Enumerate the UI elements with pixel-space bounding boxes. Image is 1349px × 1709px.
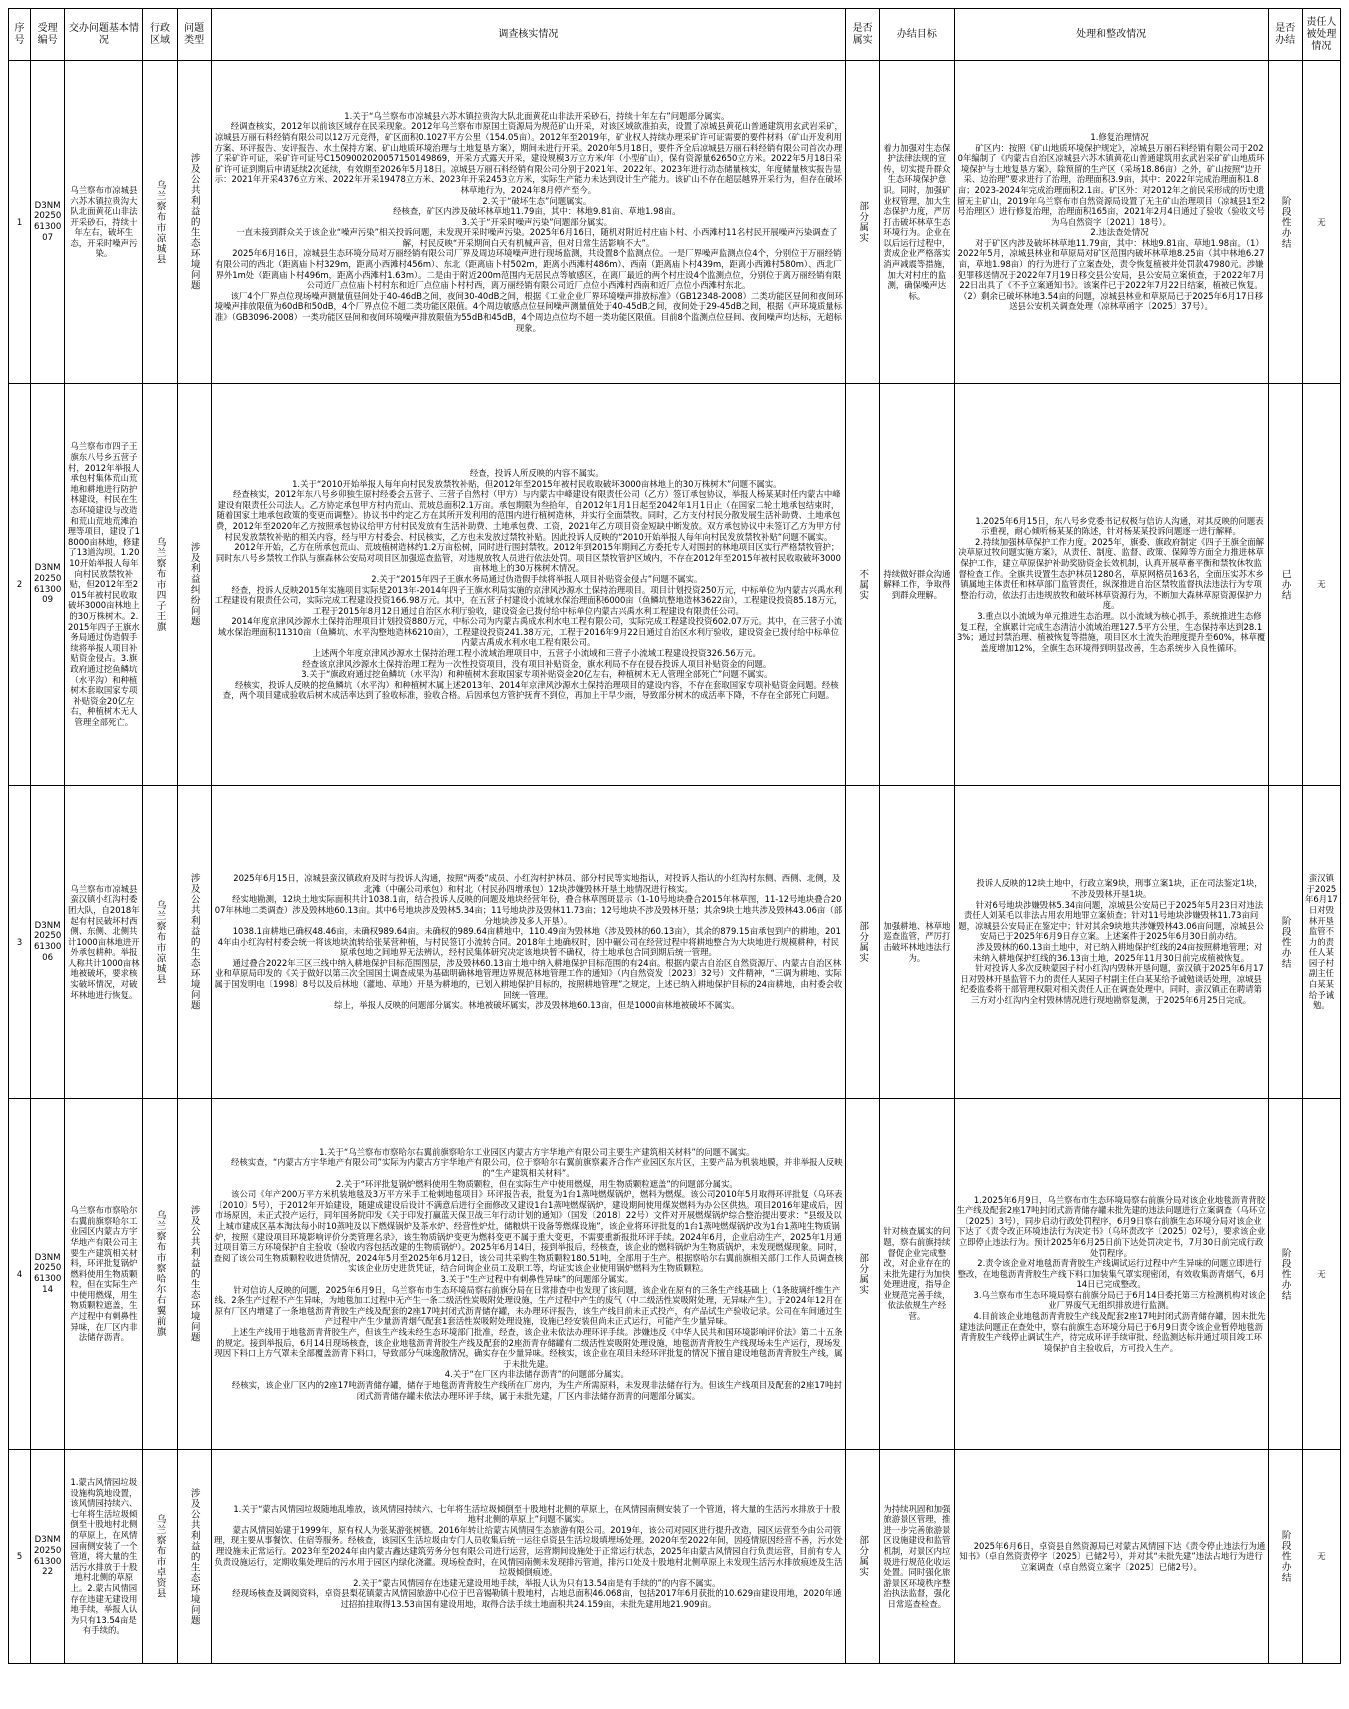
- row-goal: 加强耕地、林草地巡查监管，严厉打击破坏林地违法行为。: [880, 786, 954, 1099]
- investigation-paragraph: 4.关于“在厂区内非法储存沥青”的问题部分属实。: [444, 1369, 629, 1380]
- row-code: [31, 384, 65, 786]
- row-seq: 3: [9, 786, 31, 1099]
- investigation-paragraph: 2012年开始，乙方在所承包荒山、荒坡植树造林约1.2万亩松树，同时进行围封禁牧。2012年到2015年期间乙方委托专人对围封的林地项目区实行严格禁牧管护；同时东八号乡禁牧工作队与旗森林公安局对项目区加强巡查监管，对违规放牧人员进行依法处罚。项目区禁牧管护区域内，不存在2012年至2015年被村民收取破坏3000亩林地上的30万株树木情况。: [215, 542, 841, 574]
- row-investigation: [211, 1450, 845, 1664]
- row-type-text: 涉及公共利益的生态环境问题: [188, 1487, 200, 1626]
- investigation-paragraph: 针对信访人反映的问题，2025年6月9日，乌兰察布市生态环境局察右前旗分局在日常排查中也发现了该问题，该企业在原有的三条生产线基础上（1条玻璃纤维生产线、2条生产过程不产生异味，为地毯加工过程中无产生一条二级活性炭吸附处理设施，生产过程中产生的废气（中二级活性炭吸附处理，无异味产生）。于2024年12月在原有厂区内增建了一条地毯沥青背胶生产线及配套的2座17吨封闭式沥青储存罐，未办理环评报告，该生产线目前未正式投产，有产品试生产验收记录。公司在车间通过生产过程中产生少量沥青烟气配套1套活性炭吸附处理设施，设施已经安装但尚未正式运行，可能产生少量异味。: [214, 1284, 843, 1327]
- investigation-paragraph: 3.关于“开采时噪声污染”问题部分属实。: [461, 216, 613, 227]
- row-responsible: 无: [1302, 1450, 1340, 1664]
- handling-paragraph: 2.持续加强林草保护工作力度。2025年，旗委、旗政府制定《四子王旗全面解决草原过牧问题实施方案》，从责任、制度、监督、政策、保障等方面全力推进林草保护工作，建立草原保护补助奖励资金长效机制，认真开展草畜平衡和禁牧休牧监督检查工作。全旗共设置生态护林员1280名，草原网格员163名，全面压实苏木乡镇属地主体责任和林草部门监管责任，纵深推进自治区禁牧监督执法违法行为专项整治行动，依法打击违规放牧和破坏林草资源行为，不断加大森林草原资源保护力度。: [958, 536, 1264, 611]
- complaint-table: [8, 8, 1341, 1664]
- row-seq: 4: [9, 1099, 31, 1450]
- table-header-row: [9, 9, 1341, 61]
- investigation-paragraph: 经实地勘测，12块土地实际面积共计1038.1亩，结合投诉人反映的问题及地块经营年份，叠合林草图斑显示（1-10号地块叠合2015年林草图，11-12号地块叠合2007年林地二类调查）涉及毁林地60.13亩。其中6号地块涉及毁林5.34亩；11号地块涉及毁林11.73亩；12号地块不涉及毁林开垦；其余9块土地共涉及毁林43.06亩（部分地块涉及多人开垦）。: [214, 894, 843, 926]
- handling-paragraph: 对于矿区内涉及破坏林草地11.79亩，其中：林地9.81亩、草地1.98亩。（1）2022年5月，凉城县林业和草原局对矿区范围内破坏林草地8.25亩（其中林地6.27亩，草地1.98亩）的行为进行了立案查处，责令恢复植被并处罚款47980元。涉嫌犯罪移送情况于2022年7月19日移交县公安局，县公安局立案侦查，于2022年7月22日出具了《不予立案通知书》。该案件已于2022年7月22日结案，植被已恢复。（2）剩余已破坏林地3.54亩的问题，凉城县林业和草原局已于2025年6月17日移送县公安机关调查处理（凉林草函字〔2025〕37号）。: [957, 237, 1265, 312]
- header-summary: 交办问题基本情况: [65, 9, 143, 61]
- row-region: [143, 1099, 177, 1450]
- row-seq: 2: [9, 384, 31, 786]
- row-investigation: [211, 61, 845, 384]
- row-seq: 5: [9, 1450, 31, 1664]
- row-code-text: D3NM202506130007: [33, 200, 62, 243]
- row-code: [31, 1450, 65, 1664]
- investigation-paragraph: 2025年6月16日，凉城县生态环境分局对万丽经销有限公司厂界及周边环境噪声进行现场监测，共设置8个监测点位。一是厂界噪声监测点位4个，分别位于万丽经销有限公司的西北（距离庙卜村329m，距离小西滩村456m）、东北（距离庙卜村502m，距离小西滩村486m）、西南（距离庙卜村439m，距离小西滩村580m）、西北厂界外1m处（距离庙卜村496m，距离小西滩村1.63m）。二是由于附近200m范围内无居民点等敏感区，在离厂最近的两个村庄设4个监测点位，分别位于离万丽经销有限公司近厂点位庙卜村村东和近厂点位庙卜村村西，离万丽经销有限公司近厂点位小西滩村西南和近厂点位小西滩村东北。: [215, 248, 842, 291]
- header-type: 问题类型: [177, 9, 211, 61]
- row-responsible: 无: [1302, 61, 1340, 384]
- header-investigation: 调查核实情况: [211, 9, 845, 61]
- row-verified: [846, 384, 880, 786]
- row-responsible: 无: [1302, 384, 1340, 786]
- row-verified: [846, 1099, 880, 1450]
- row-code: [31, 786, 65, 1099]
- row-verified: [846, 1450, 880, 1664]
- row-responsible: 蛮汉镇于2025年6月17日对毁林开垦监管不力的责任人某园子村副主任白某某给予诫勉。: [1302, 786, 1340, 1099]
- row-goal: 针对核查属实的问题，察右前旗持续督促企业完成整改，对企业存在的未批先建行为加快处理进度，指导企业规范完善手续，依法依规生产经营。: [880, 1099, 954, 1450]
- row-goal: 为持续巩固和加强旅游景区管理，推进一步完善旅游景区设施建设和监管机制，对景区内垃圾进行规范化收运处置。同时强化旅游景区环境秩序整治执法监督，强化日常巡查检查。: [880, 1450, 954, 1664]
- row-code-text: D3NM202506130014: [33, 1252, 62, 1295]
- table-row: [9, 1450, 1341, 1664]
- investigation-paragraph: 经查核实，2012年东八号乡卯独生原村经委会五营子、三营子自然村（甲方）与内蒙古中峰建设有限责任公司（乙方）签订承包协议，举报人杨某某时任内蒙古中峰建设有限责任公司法人。乙方协定承包甲方村内荒山、荒坡总面积2.1万亩。承包期限为叁拾年，自2012年1月1日起至2042年1月1日止（在国家二轮土地承包结束时，随着国家土地承包政策的变更而调整）。协议书中约定乙方在其所开发利用的范围内进行植树造林，并实行全面禁牧。同时，乙方支付村民分散发展生活补助费、土地承包费，2012年至2020年乙方按照承包协议给甲方付村民发放有生活补助费、土地承包费、工资，2021年乙方项目资金短缺中断发放。双方承包协议中未签订乙方为甲方付村民发放禁牧补贴的相关内容，经与甲方村委会、村民核实，乙方也未发放过禁牧补贴。因此投诉人反映的“2010开始举报人每年向村民发放禁牧补贴”问题不属实。: [215, 489, 841, 542]
- row-code-text: D3NM202506130006: [33, 920, 62, 963]
- row-verified: [846, 786, 880, 1099]
- row-type-text: 涉及公共利益的生态环境问题: [188, 1205, 200, 1343]
- handling-paragraph: 针对投诉人多次反映蒙园子村小红沟内毁林开垦问题，蛮汉镇于2025年6月17日对毁林开垦监管不力的责任人某园子村副主任白某某给予诫勉谈话处理，凉城县纪委监委将干部管理权限对相关责任人正在调查处理中。同时，蛮汉镇正在聘请第三方对小红沟内全村毁林情况进行现地勘察复测，于2025年6月25日完成。: [960, 963, 1264, 1005]
- investigation-paragraph: 通过叠合2022年三区三线中纳入耕地保护目标范围图层，涉及毁林60.13亩土地中纳入耕地保护目标范围的有24亩。根据内蒙古自治区自然资源厅、内蒙古自治区林业和草原局印发的《关于做好以第三次全国国土调查成果为基础明确林地管理边界规范林地管理工作的通知》（内自然资发〔2023〕32号）文件精神，“三调为耕地、实际属于国发明电〔1998〕8号以及后林地（灌地、草地）开垦为耕地的，已划入耕地保护目标的，按照耕地管理”之规定，上述已纳入耕地保护目标的24亩耕地，由村委会收回统一管理。: [214, 957, 843, 1000]
- row-code-text: D3NM202506130009: [33, 563, 62, 606]
- investigation-paragraph: 经查该京津风沙源水土保持治理工程为一次性投资项目，没有项目补贴资金，旗水利局不存在侵吞投诉人项目补贴资金的问题。: [302, 658, 772, 669]
- handling-paragraph: 1.2025年6月15日，东八号乡党委书记权极与信访人沟通，对其反映的问题表示重视，耐心倾听杨某某的陈述，针对杨某某投诉问题逐一进行解释。: [975, 515, 1264, 537]
- row-region-text: 乌兰察布市察哈尔右翼前旗: [154, 1210, 166, 1338]
- header-code: 受理编号: [31, 9, 65, 61]
- header-verified: 是否属实: [846, 9, 880, 61]
- row-region: [143, 1450, 177, 1664]
- row-code-text: D3NM202506130022: [33, 1535, 62, 1578]
- row-investigation: [211, 786, 845, 1099]
- row-responsible: 无: [1302, 1099, 1340, 1450]
- investigation-paragraph: 经查，投诉人所反映的内容不属实。: [469, 467, 604, 478]
- table-row: [9, 384, 1341, 786]
- row-region: [143, 61, 177, 384]
- investigation-paragraph: 2.关于“2015年四子王旗水务局通过伪造假手续将举报人项目补贴资金侵占”问题不属实。: [371, 573, 703, 584]
- header-seq: 序号: [9, 9, 31, 61]
- row-type-text: 涉及利益纠纷问题: [188, 542, 200, 627]
- row-verified-text: 不属实: [857, 568, 869, 601]
- handling-paragraph: 3.重点以小流域为单元推进生态治理。以小流域为核心抓手，系统推进生态修复工程，全旗累计完成生态清洁小流域治理127.5平方公里，生态保持率达到28.13%；通过封禁治理、植被恢复等措施，项目区水土流失治理度提升至60%，林草覆盖度增加12%，全旗生态环境得到明显改善，生态系统步入良性循环。: [956, 610, 1266, 653]
- row-type: [177, 786, 211, 1099]
- investigation-paragraph: 经核实，该企业厂区内的2座17吨沥青储存罐，储存于地毯沥青背胶生产线所在厂房内，为生产所需原料，未发现非法储存行为。但该生产线项目及配套的2座17吨封闭式沥青储存罐未依法办理环评手续，属于未批先建，厂区内非法储存沥青的问题部分属实。: [231, 1379, 842, 1401]
- handling-paragraph: 4.目前该企业地毯沥青背胶生产线及配套2座17吨封闭式沥青储存罐，因未批先建违法问题正在查处中，察右前旗生态环境分局已于6月9日责令该企业暂停地毯沥青背胶生产线停止调试生产，待完成环评手续审批、经监测达标并通过项目竣工环境保护自主验收后，方可投入生产。: [959, 1311, 1266, 1353]
- row-region-text: 乌兰察布市凉城县: [154, 179, 166, 265]
- row-summary: 乌兰察布市察哈尔右翼前旗察哈尔工业园区内蒙古方宇华地产有限公司主要生产建筑相关材料，环评批复锅炉燃料使用生物质颗粒，但在实际生产中使用燃煤，用生物质颗粒遮盖，生产过程中有刺鼻性异味，在厂区内非法储存沥青。: [65, 1099, 143, 1450]
- handling-paragraph: 1.修复治理情况: [1090, 131, 1149, 142]
- row-investigation: [211, 1099, 845, 1450]
- header-goal: 办结目标: [880, 9, 954, 61]
- table-row: [9, 61, 1341, 384]
- investigation-paragraph: 3.关于“生产过程中有刺鼻性异味”的问题部分属实。: [440, 1274, 634, 1284]
- investigation-paragraph: 一直未接到群众关于该企业“噪声污染”相关投诉问题，未发现开采时噪声污染。2025年6月16日，随机对附近村庄庙卜村、小西滩村11名村民开展噪声污染调查了解，村民反映“开采期间白天有机械声音，但对日常生活影响不大”。: [236, 227, 838, 248]
- row-type-text: 涉及公共利益的生态环境问题: [188, 873, 200, 1011]
- investigation-paragraph: 3.关于“旗政府通过挖鱼鳞坑（水平沟）和种植树木套取国家专项补贴资金20亿左右，种植树木无人管理全部死亡”问题不属实。: [301, 669, 773, 680]
- row-code: [31, 61, 65, 384]
- row-region-text: 乌兰察布市四子王旗: [154, 536, 166, 633]
- row-done-text: 阶段性办结: [1279, 915, 1291, 969]
- row-verified: [846, 61, 880, 384]
- row-type: [177, 384, 211, 786]
- row-type: [177, 1450, 211, 1664]
- row-type-text: 涉及公共利益的生态环境问题: [188, 153, 200, 291]
- row-type: [177, 61, 211, 384]
- row-handling: [954, 384, 1268, 786]
- row-code: [31, 1099, 65, 1450]
- investigation-paragraph: 经调查核实，2012年以前该区域存在民采现象。2012年乌兰察布市原国土资源局为规范矿山开采，对该区域欲准拍卖，设置了凉城县黄花山普通建筑用玄武岩采矿，凉城县万丽石料经销有限公司以12万元竞得，矿区面积0.1027平方公里（154.05亩）。2012年至2019年，矿业权人持续办理采矿许可证需要的要件材料（矿山开发利用方案、环评报告、安评报告、水土保持方案、矿山地质环境治理与土地复垦方案），期间未进行开采。2020年5月18日，要件齐全后凉城县万丽石料经销有限公司首次办理了采矿许可证，采矿许可证号C1509002020057150149869，开采方式露天开采，建设规模3万立方米/年（小型矿山），保有资源量62650立方米。2022年5月18日采矿许可证到期后申请延续2次延续，有效期至2026年5月18日。凉城县万丽石料经销有限公司分别于2021年、2022年、2023年进行动态储量核实，年度储量核实报告显示：2021年开采4376立方米、2022年开采19478立方米、2023年开采2453立方米，实际生产能力未达到设计生产能力。该矿山不存在超层越界开采行为，但存在破坏林草地行为，2024年8月停产至今。: [214, 121, 843, 195]
- table-row: [9, 786, 1341, 1099]
- investigation-paragraph: 蒙古风情园始建于1999年，原有权人为张某游张树德。2016年转让给蒙古风情园生态旅游有限公司。2019年，该公司对园区进行提升改造，园区运营至今由公司管理，现主要从事餐饮、住宿等服务。经核查，该园区生活垃圾由专门人员收集后统一运往卓资县生活垃圾填埋场处理。2020年至2022年间，因疫情原因经营不善，污水处理设施未正常运行。2023年至2024年由内蒙古鑫达建筑劳务分包有限公司进行运营，运营期间设施处于正常运行状态，2025年由蒙古风情园自行负责运营，目前有专人负责设施运行，定期收集处理后的污水用于园区内绿化浇灌。现场检查时，在风情园南侧未发现排污管道，排污口处及十股地村北侧草原上未发现生活污水排放痕迹及生活垃圾倾倒痕迹。: [213, 1524, 843, 1578]
- row-summary: 乌兰察布市四子王旗东八号乡五营子村，2012年举报人承包村集体荒山荒地和耕地进行防护林建设，村民在生态环境建设与改造和荒山荒地荒滩治理等项目，建设了18000亩林地，修建了13道沟坝。1.2010开始举报人每年向村民放禁牧补贴，但2012年至2015年被村民收取破坏3000亩林地上的30万株树木。2.2015年四子王旗水务局通过伪造假手续将举报人项目补贴资金侵占。3.旗政府通过挖鱼鳞坑（水平沟）和种植树木套取国家专项补贴资金20亿左右，种植树木无人管理全部死亡。: [65, 384, 143, 786]
- row-done: [1268, 1450, 1302, 1664]
- row-done: [1268, 384, 1302, 786]
- investigation-paragraph: 上述生产线用于地毯沥青背胶生产，但该生产线未经生态环境部门批准，经查，该企业未依法办理环评手续。涉嫌违反《中华人民共和国环境影响评价法》第二十五条的规定。接到举报后，6月14日现场核查，该企业地毯沥青背胶生产线及配套的2座沥青存储罐有二级活性炭吸附处理设施，地毯沥青背胶生产线现场未生产运行，现场发现因下料口上方气罩未全部覆盖沥青下料口，导致部分气味逸散情况，确实存在少量异味。经核实，该企业在项目未经环评批复的情况下擅自建设地毯沥青背胶生产线，属于未批先建。: [214, 1326, 843, 1369]
- row-done: [1268, 1099, 1302, 1450]
- handling-paragraph: 矿区内：按照《矿山地质环境保护规定》，凉城县万丽石料经销有限公司于2020年编制了《内蒙古自治区凉城县六苏木镇黄花山普通建筑用玄武岩采矿矿山地质环境保护与土地复垦方案》，除预留的生产区（采场18.86亩）之外，矿山按照“边开采、边治理”要求进行了治理，治理面积3.9亩，其中：2022年完成治理面积1.8亩；2023-2024年完成治理面积2.1亩。矿区外：对2012年之前民采形成的历史遗留无主矿山，2019年乌兰察布市自然资源局设置了无主矿山治理项目（凉城县1至2号治理区）进行修复治理，治理面积165亩，2021年2月4日通过了验收（验收文号为乌自然资字〔2021〕18号）。: [956, 142, 1266, 227]
- row-region-text: 乌兰察布市凉城县: [154, 899, 166, 985]
- investigation-paragraph: 经核实查，“内蒙古方宇华地产有限公司”实际为内蒙古方宇华地产有限公司，位于察哈尔右翼前旗察素齐合作产业园区东片区，主要产品为机装地膜，并非举报人反映的“生产建筑相关材料”。: [230, 1157, 843, 1179]
- handling-paragraph: 涉及毁林的60.13亩土地中，对已纳入耕地保护红线的24亩按照耕地管理；对未纳入耕地保护红线的36.13亩土地，2025年11月30日前完成植被恢复。: [973, 942, 1263, 963]
- handling-paragraph: 2.责令该企业对地毯沥青背胶生产线调试运行过程中产生异味的问题立即进行整改，在地毯沥青背胶生产线下料口加装集气罩实现密闭，有效收集沥青烟气，6月14日已完成整改。: [957, 1258, 1265, 1290]
- row-summary: 乌兰察布市凉城县蛮汉镇小红沟村委团大队，自2018年起有村民破坏村西侧、东侧、北侧共计1000亩林地进开外承包耕种。举报人称共计1000亩林地被破坏，要求核实破坏情况，对破坏林地进行恢复。: [65, 786, 143, 1099]
- row-verified-text: 部分属实: [857, 1252, 869, 1296]
- investigation-paragraph: 该公司《年产200万平方米机装地毯及3万平方米手工枪刺地毯项目》环评报告表，批复为1台1蒸吨燃煤锅炉，燃料为燃煤。该公司2010年5月取得环评批复（乌环表〔2010〕5号），于2012年开始建设，随建成建设后设计不满意后进行全面修改又建设1台1蒸吨燃煤锅炉，建设期间使用煤炭燃料为办公区供热。项目2016年建成后，因市场原因，未正式投产运行，同年国务院印发《关于印发打赢蓝天保卫战三年行动计划的通知》（国发〔2018〕22号）文件对开展燃煤锅炉综合整治提出要求：“县级及以上城市建成区基本淘汰每小时10蒸吨及以下燃煤锅炉及茶水炉、经营性炉灶，储粮烘干设备等燃煤设施”，该企业将环评批复的1台1蒸吨燃煤锅炉改为1台1蒸吨生物质锅炉，按照《建设项目环境影响评价分类管理名录》，该生物质锅炉变更为燃料变更不属于重大变更，不需要重新报批环评手续。2024年6月，企业启动生产，2025年1月通过项目第三方环境保护自主验收（验收内容包括改建的生物质锅炉）。2025年6月14日，接到举报后，经核查，该企业的燃料锅炉为生物质锅炉，未发现燃煤现象。同时，查阅了该公司生物质颗粒收进货情况，2024年5月至2025年6月12日，该公司共采购生物质颗粒180.51吨，全部用于生产。根据察哈尔右翼前旗相关部门工作人员调查核实该企业历史进货凭证，结合问询企业员工及职工等，均证实该企业使用锅炉燃料为生物质颗粒。: [213, 1189, 844, 1274]
- row-goal: 持续做好群众沟通解释工作，争取得到群众理解。: [880, 384, 954, 786]
- investigation-paragraph: 综上，举报人反映的问题部分属实。林地被破坏属实，涉及毁林地60.13亩，但是1000亩林地被破坏不属实。: [334, 1000, 740, 1011]
- investigation-paragraph: 经现场核查及调阅资料，卓资县梨花镇蒙古风情园旅游中心位于巴音锡勒镇十股地村，占地总面积46.068亩，包括2017年6月获批的10.629亩建设用地，2020年通过招拍挂取得13.53亩国有建设用地，取得合法手续土地面积共24.159亩，未批先建用地21.909亩。: [232, 1588, 842, 1609]
- row-summary: 乌兰察布市凉城县六苏木镇拉贵沟大队北面黄花山非法开采砂石，持续十年左右，破坏生态，开采时噪声污染。: [65, 61, 143, 384]
- investigation-paragraph: 上述两个年度京津风沙源水土保持治理工程小流域治理项目中，五营子小流域和三营子小流域工程建设投资326.56万元。: [312, 648, 761, 659]
- header-done: 是否办结: [1268, 9, 1302, 61]
- row-done-text: 阶段性办结: [1279, 1247, 1291, 1301]
- header-handling: 处理和整改情况: [954, 9, 1268, 61]
- row-handling: [954, 1450, 1268, 1664]
- row-handling: [954, 1099, 1268, 1450]
- row-goal: 着力加强对生态保护法律法规的宣传，切实提升群众生态环境保护意识。同时，加强矿业权管理，加大生态保护力度，严厉打击破坏林草生态环境行为。企业在以后运行过程中，责成企业严格落实消声减震等措施，加大对村庄的监测，确保噪声达标。: [880, 61, 954, 384]
- row-done: [1268, 786, 1302, 1099]
- investigation-paragraph: 2.关于“破坏生态”问题属实。: [482, 195, 592, 206]
- handling-paragraph: 3.乌兰察布市生态环境局察右前旗分局已于6月14日委托第三方检测机构对该企业厂界废气无组织排放进行监测。: [973, 1289, 1266, 1311]
- row-region: [143, 786, 177, 1099]
- row-done: [1268, 61, 1302, 384]
- row-region-text: 乌兰察布市卓资县: [154, 1514, 166, 1599]
- row-seq: 1: [9, 61, 31, 384]
- row-verified-text: 部分属实: [857, 200, 869, 244]
- handling-paragraph: 投诉人反映的12块土地中，行政立案9块，刑事立案1块，正在司法鉴定1块，不涉及毁林开垦1块。: [976, 878, 1263, 900]
- investigation-paragraph: 该厂4个厂界点位现场噪声测量值昼间处于40-46dB之间，夜间30-40dB之间，根据《工业企业厂界环境噪声排放标准》（GB12348-2008）二类功能区昼间和夜间环境噪声排放限值为60dB和50dB，4个厂界点位不超二类功能区限值。4个周边敏感点位昼间噪声测量值处于40-45dB之间，夜间处于29-45dB之间，根据《声环境质量标准》（GB3096-2008）一类功能区昼间和夜间环境噪声排放限值为55dB和45dB，4个周边点位均不超一类功能区限值。目前8个监测点位昼间、夜间噪声均达标，无超标现象。: [214, 290, 844, 333]
- investigation-paragraph: 2025年6月15日，凉城县蛮汉镇政府及时与投诉人沟通，按照“两委”成员、小红沟村护林员、部分村民等实地指认，对投诉人指认的小红沟村东侧、西侧、北侧，及北滩（中碾公司承包）和村北（村民孙四增承包）12块涉嫌毁林开垦土地情况进行核实。: [233, 873, 841, 894]
- investigation-paragraph: 1.关于“乌兰察布市察哈尔右翼前旗察哈尔工业园区内蒙古方宇华地产有限公司主要生产建筑相关材料”的问题不属实。: [319, 1146, 755, 1157]
- investigation-paragraph: 2.关于“环评批复锅炉燃料使用生物质颗粒，但在实际生产中使用燃煤，用生物质颗粒遮盖”的问题部分属实。: [335, 1178, 738, 1189]
- investigation-paragraph: 经核实，投诉人反映的挖鱼鳞坑（水平沟）和种植树木属上述2013年、2014年京津风沙源水土保持治理项目的建设内容，不存在套取国家专项补贴资金问题。经核查，两个项目建成验收后树木成活率达到了验收标准，验收合格。后因承包方管护抚育不到位，再加上干旱少雨，导致部分树木的成活率下降，不存在全部死亡问题。: [222, 679, 839, 701]
- header-responsible: 责任人被处理情况: [1302, 9, 1340, 61]
- row-type: [177, 1099, 211, 1450]
- investigation-paragraph: 1.关于“蒙古风情园垃圾随地乱堆放，该风情园持续六、七年将生活垃圾倾倒至十股地村北侧的草原上，在风情园南侧安装了一个管道，将大量的生活污水排放于十股地村北侧的草原上”问题不属实。: [233, 1503, 841, 1525]
- row-verified-text: 部分属实: [857, 1535, 869, 1578]
- investigation-paragraph: 1.关于“乌兰察布市凉城县六苏木镇拉贵沟大队北面黄花山非法开采砂石，持续十年左右”问题部分属实。: [344, 110, 730, 121]
- row-region: [143, 384, 177, 786]
- row-done-text: 已办结: [1279, 568, 1291, 601]
- handling-paragraph: 1.2025年6月9日，乌兰察布市生态环境局察右前旗分局对该企业地毯沥青背胶生产线及配套2座17吨封闭式沥青储存罐未批先建的违法问题进行立案调查（乌环立〔2025〕3号），同步启动行政处罚程序，6月9日察右前旗生态环境分局对该企业下达了《责令改正环境违法行为决定书》（乌环责改字〔2025〕02号），要求该企业立即停止违法行为。预计2025年6月25日前下达处罚决定书，7月30日前完成行政处罚程序。: [956, 1194, 1266, 1258]
- handling-paragraph: 针对6号地块涉嫌毁林5.34亩问题，凉城县公安局已于2025年5月23日对违法责任人刘某毛以非法占用农用地罪立案侦查；针对11号地块涉嫌毁林11.73亩问题，凉城县公安局正在鉴定中；针对其余9块地共涉嫌毁林43.06亩问题，凉城县公安局已于2025年6月9日存立案。上述案件于2025年6月30日前办结。: [958, 899, 1264, 942]
- row-investigation: [211, 384, 845, 786]
- investigation-paragraph: 经核查，矿区内涉及破坏林草地11.79亩，其中：林地9.81亩、草地1.98亩。: [393, 206, 681, 217]
- row-done-text: 阶段性办结: [1279, 1530, 1291, 1583]
- investigation-paragraph: 2.关于“蒙古风情园存在违建无建设用地手续，举报人认为只有13.54亩是有手续的”的内容不属实。: [353, 1577, 721, 1588]
- header-region: 行政区域: [143, 9, 177, 61]
- investigation-paragraph: 经查，投诉人反映2015年实施项目实际是2013年-2014年四子王旗水利局实施的京津风沙源水土保持治理项目。项目计划投资250万元，中标单位为内蒙古兴禹水利工程建设有限责任公司，实际完成工程建设投资166.98万元。其中，在五营子村建设小流域水保治理面积6000亩（鱼鳞坑整地造林3622亩），工程建设投资85.18万元，工程于2015年8月12日通过自治区水利厅验收，建设资金已拨付给中标单位内蒙古兴禹水利工程建设有限责任公司。: [214, 584, 843, 616]
- row-handling: [954, 786, 1268, 1099]
- investigation-paragraph: 1038.1亩耕地已确权48.46亩，未确权989.64亩。未确权的989.64亩耕地中，110.49亩为毁林地（涉及毁林的60.13亩），其余的879.15亩承包到户的耕地，2014年由小红沟村村委会统一将该地块流转给张某营种植，与村民签订小流转合同。2018年土地确权时，因中碾公司在经营过程中将耕地整合为大块地进行规模耕种，村民原承包地之间地界无法辨认，经村民集体研究决定该地块暂不确权，待土地承包合同到期后统一管理。: [217, 926, 841, 958]
- table-row: [9, 1099, 1341, 1450]
- investigation-paragraph: 2014年度京津风沙源水土保持治理项目计划投资880万元，中标公司为内蒙古禹成水利水电工程有限公司，实际完成工程建设投资602.07万元。其中，在三营子小流域水保治理面积11310亩（鱼鳞坑、水平沟整地造林6210亩），工程建设投资241.38万元，工程于2016年9月22日通过自治区水利厅验收，建设资金已拨付给中标单位内蒙古禹成水利水电工程有限公司。: [217, 616, 843, 648]
- row-summary: 1.蒙古风情园垃圾设施构筑地设置，该风情园持续六、七年将生活垃圾倾倒至十股地村北侧的草原上，在风情园南侧安装了一个管道，将大量的生活污水排放于十股地村北侧的草原上。2.蒙古风情园存在违建无建设用地手续，举报人认为只有13.54亩是有手续的。: [65, 1450, 143, 1664]
- row-handling: [954, 61, 1268, 384]
- row-done-text: 阶段性办结: [1279, 195, 1291, 249]
- handling-paragraph: 2025年6月6日，卓资县自然资源局已对蒙古风情园下达《责令停止违法行为通知书》（卓自然资责停字〔2025〕已储2号），并对其“未批先建”违法占地行为进行立案调查（卓自然资立案字〔2025〕已储2号）。: [959, 1540, 1266, 1572]
- handling-paragraph: 2.违法查处情况: [1090, 227, 1149, 238]
- investigation-paragraph: 1.关于“2010开始举报人每年向村民发放禁牧补贴，但2012年至2015年被村民收取破坏3000亩林地上的30万株树木”问题不属实。: [292, 478, 782, 489]
- row-verified-text: 部分属实: [857, 920, 869, 964]
